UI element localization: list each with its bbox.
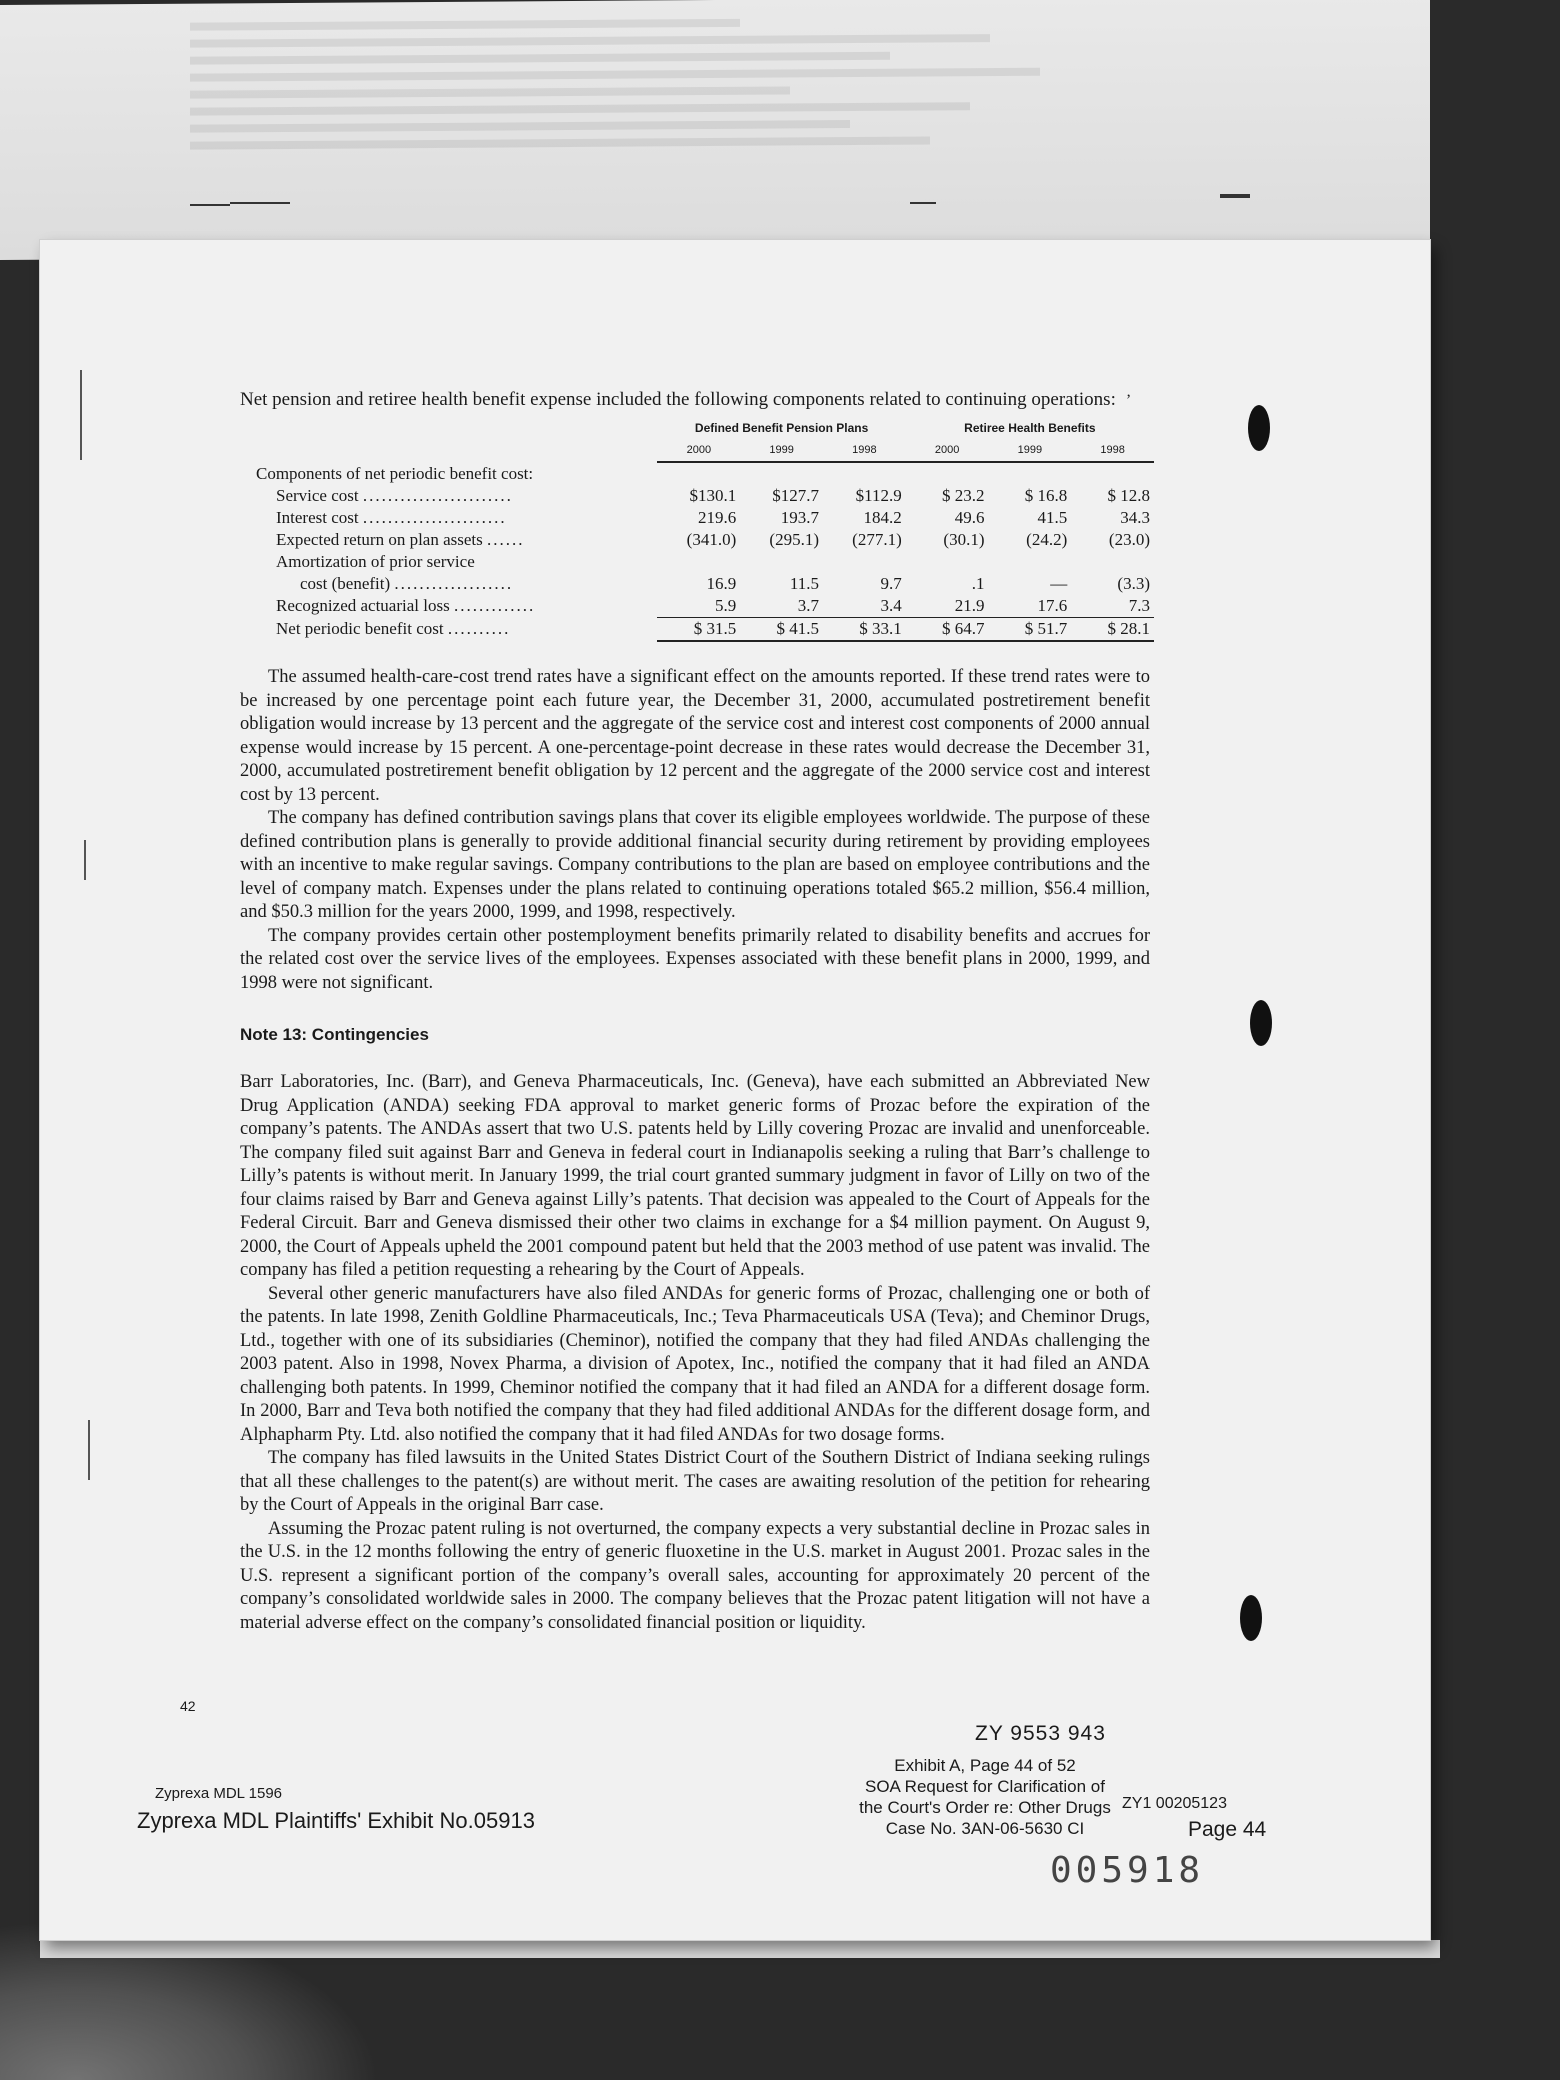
year-header: 1999 <box>740 439 823 462</box>
plaintiffs-exhibit-label: Zyprexa MDL Plaintiffs' Exhibit No.05913 <box>137 1808 535 1833</box>
cell: .1 <box>971 574 985 593</box>
cell: $ 51.7 <box>988 618 1071 642</box>
cell: 3.4 <box>880 596 902 615</box>
cell: (295.1) <box>769 530 819 549</box>
cell: 219.6 <box>697 508 737 527</box>
benefit-cost-table <box>252 417 1154 642</box>
paragraph: The assumed health-care-cost trend rates have a significant effect on the amounts reported. If these trend rates were to be increased by one percentage point each future year, the December 31, 2000, accumulated postretirement benefit obligation would increase by 13 percent and the aggregate of the service cost and interest cost components of 2000 annual expense would increase by 15 percent. A one-percentage-point decrease in these rates would decrease the December 31, 2000, accumulated postretirement benefit obligation by 12 percent and the aggregate of the 2000 service cost and interest cost by 13 percent. <box>240 667 1150 805</box>
mdl-label: Zyprexa MDL 1596 <box>155 1785 283 1802</box>
margin-mark <box>88 1420 90 1480</box>
cell: — <box>1050 574 1068 593</box>
cell: (277.1) <box>852 530 902 549</box>
year-header: 1998 <box>823 439 906 462</box>
intro-sentence: Net pension and retiree health benefit expense included the following components related to continuing operations: <box>240 389 1116 410</box>
paragraph: The company provides certain other postemployment benefits primarily related to disability benefits and accrues for the related cost over the service lives of the employees. Expenses associated with these benefit plans in 2000, 1999, and 1998 were not significant. <box>240 925 1150 993</box>
table-row: Expected return on plan assets ...... (341.0) (295.1) (277.1) (30.1) (24.2) (23.0) <box>252 529 1154 551</box>
cell: 21.9 <box>954 596 985 615</box>
scan-dash <box>190 204 230 206</box>
cell: (3.3) <box>1117 574 1150 593</box>
margin-mark <box>80 370 82 460</box>
page-content <box>240 388 1150 1635</box>
cell: 34.3 <box>1120 508 1150 527</box>
cell: 7.3 <box>1128 596 1150 615</box>
paragraph: The company has filed lawsuits in the United States District Court of the Southern District of Indiana seeking rulings that all these challenges to the patent(s) are without merit. The cases are awaiting resolution of the petition for rehearing by the Court of Appeals in the original Barr case. <box>240 1448 1150 1515</box>
cell: 11.5 <box>789 574 819 593</box>
scan-dash <box>910 202 936 204</box>
paragraph: Barr Laboratories, Inc. (Barr), and Geneva Pharmaceuticals, Inc. (Geneva), have each submitted an Abbreviated New Drug Application (ANDA) seeking FDA approval to market generic forms of Prozac before the expiration of the company’s patents. The ANDAs assert that two U.S. patents held by Lilly covering Prozac are invalid and unenforceable. The company filed suit against Barr and Geneva in federal court in Indianapolis seeking a ruling that Barr’s challenge to Lilly’s patents is without merit. In January 1999, the trial court granted summary judgment in favor of Lilly on two of the four claims raised by Barr and Geneva against Lilly’s patents. That decision was appealed to the Court of Appeals for the Federal Circuit. Barr and Geneva dismissed their other two claims in exchange for a $4 million payment. On August 9, 2000, the Court of Appeals upheld the 2001 compound patent but held that the 2003 method of use patent was invalid. The company has filed a petition requesting a rehearing by the Court of Appeals. <box>240 1072 1150 1280</box>
cell: 193.7 <box>780 508 819 527</box>
cell: $ 41.5 <box>740 618 823 642</box>
paragraph: The company has defined contribution savings plans that cover its eligible employees worldwide. The purpose of these defined contribution plans is generally to provide additional financial security during retirement by providing employees with an incentive to make regular savings. Company contributions to the plan are based on employee contributions and the level of company match. Expenses under the plans related to continuing operations totaled $65.2 million, $56.4 million, and $50.3 million for the years 2000, 1999, and 1998, respectively. <box>240 808 1150 922</box>
scan-dash <box>230 202 290 204</box>
cell: $112.9 <box>855 486 902 505</box>
document-number: 005918 <box>1050 1850 1205 1891</box>
production-number: ZY1 00205123 <box>1122 1795 1227 1812</box>
cell: 9.7 <box>880 574 902 593</box>
cell: 16.9 <box>706 574 737 593</box>
year-header: 2000 <box>657 439 740 462</box>
paragraph: Assuming the Prozac patent ruling is not overturned, the company expects a very substantial decline in Prozac sales in the U.S. in the 12 months following the entry of generic fluoxetine in the U.S. market in August 2001. Prozac sales in the U.S. represent a significant portion of the company’s overall sales, accounting for approximately 20 percent of the company’s consolidated worldwide sales in 2000. The company believes that the Prozac patent litigation will not have a material adverse effect on the company’s consolidated financial position or liquidity. <box>240 1518 1150 1633</box>
table-row: Service cost ........................ $130.1 $127.7 $112.9 $ 23.2 $ 16.8 $ 12.8 <box>252 485 1154 507</box>
table-row: Recognized actuarial loss ............. 5.9 3.7 3.4 21.9 17.6 7.3 <box>252 595 1154 618</box>
punch-hole <box>1250 1000 1272 1046</box>
paragraph: Several other generic manufacturers have also filed ANDAs for generic forms of Prozac, challenging one or both of the patents. In late 1998, Zenith Goldline Pharmaceuticals, Inc.; Teva Pharmaceuticals USA (Teva); and Cheminor Drugs, Ltd., together with one of its subsidiaries (Cheminor), notified the company that they had filed ANDAs challenging the 2003 patent. Also in 1998, Novex Pharma, a division of Apotex, Inc., notified the company that it had filed an ANDA challenging both patents. In 1999, Cheminor notified the company that it had filed an ANDA for a different dosage form. In 2000, Barr and Teva both notified the company that they had filed additional ANDAs for the different dosage form, and Alphapharm Pty. Ltd. also notified the company that it had filed ANDAs for two dosage forms. <box>240 1283 1150 1445</box>
cell: $ 16.8 <box>1024 486 1068 505</box>
year-header: 1999 <box>988 439 1071 462</box>
row-label: Expected return on plan assets <box>276 530 483 549</box>
table-row: cost (benefit) ................... 16.9 11.5 9.7 .1 — (3.3) <box>252 573 1154 595</box>
cell: 5.9 <box>714 596 737 615</box>
cell: $ 33.1 <box>823 618 906 642</box>
cell: $130.1 <box>689 486 737 505</box>
row-label: Recognized actuarial loss <box>276 596 450 616</box>
exhibit-line: Case No. 3AN-06-5630 CI <box>885 1819 1085 1838</box>
background-page <box>0 0 1430 260</box>
document-page <box>40 240 1430 1940</box>
year-header: 1998 <box>1071 439 1154 462</box>
pension-group-header: Defined Benefit Pension Plans <box>694 421 869 435</box>
cell: (24.2) <box>1026 530 1068 549</box>
bleed-through-text <box>190 7 1190 194</box>
cell: 49.6 <box>954 508 985 527</box>
year-header: 2000 <box>906 439 989 462</box>
stray-mark: ’ <box>1125 392 1132 409</box>
row-label: Net periodic benefit cost <box>276 619 444 639</box>
punch-hole <box>1240 1595 1262 1641</box>
exhibit-stamp <box>795 1755 1175 1839</box>
row-label: Interest cost <box>276 508 359 527</box>
cell: 184.2 <box>863 508 902 527</box>
row-label: Amortization of prior service <box>276 552 475 571</box>
exhibit-line: SOA Request for Clarification of <box>864 1777 1105 1796</box>
cell: (341.0) <box>686 530 737 549</box>
margin-mark <box>84 840 86 880</box>
row-label: cost (benefit) <box>300 574 391 593</box>
row-label: Service cost <box>276 486 359 505</box>
cell: 17.6 <box>1037 596 1068 615</box>
cell: (30.1) <box>943 530 985 549</box>
cell: $ 12.8 <box>1107 486 1150 505</box>
page-label: Page 44 <box>1188 1818 1267 1841</box>
exhibit-line: Exhibit A, Page 44 of 52 <box>894 1756 1076 1775</box>
cell: (23.0) <box>1108 530 1150 549</box>
retiree-group-header: Retiree Health Benefits <box>964 421 1096 435</box>
section-label: Components of net periodic benefit cost: <box>256 464 534 483</box>
exhibit-line: the Court's Order re: Other Drugs <box>859 1798 1111 1817</box>
note-heading: Note 13: Contingencies <box>240 1025 429 1044</box>
page-stack-edge <box>40 1940 1440 1958</box>
cell: 41.5 <box>1037 508 1068 527</box>
cell: 3.7 <box>797 596 819 615</box>
cell: $ 31.5 <box>657 618 740 642</box>
cell: $ 23.2 <box>941 486 985 505</box>
page-number: 42 <box>180 1698 196 1714</box>
table-row: Interest cost ....................... 219.6 193.7 184.2 49.6 41.5 34.3 <box>252 507 1154 529</box>
cell: $ 64.7 <box>906 618 989 642</box>
punch-hole <box>1248 405 1270 451</box>
cell: $127.7 <box>772 486 819 505</box>
bates-stamp: ZY 9553 943 <box>975 1722 1106 1745</box>
table-row: Net periodic benefit cost .......... $ 31.5 $ 41.5 $ 33.1 $ 64.7 $ 51.7 $ 28.1 <box>252 618 1154 642</box>
table-row <box>252 551 1154 573</box>
scan-dash <box>1220 194 1250 198</box>
cell: $ 28.1 <box>1071 618 1154 642</box>
intro-text <box>240 388 1150 413</box>
